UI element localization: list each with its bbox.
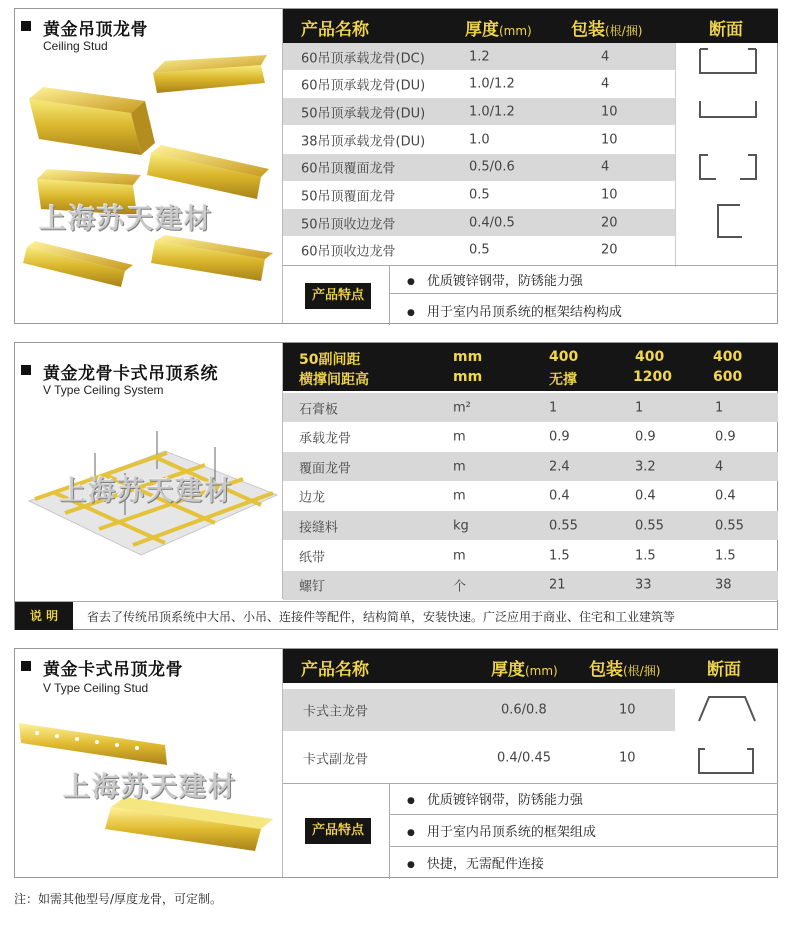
package-value: 10 bbox=[601, 104, 618, 120]
col1-value: 2.4 bbox=[549, 459, 570, 475]
table-row bbox=[283, 393, 778, 422]
package-value: 4 bbox=[601, 49, 610, 64]
table-header bbox=[283, 649, 778, 683]
col2-value: 1.5 bbox=[635, 548, 656, 563]
header-col3: 600 bbox=[713, 369, 743, 385]
thickness-value: 0.4/0.45 bbox=[497, 750, 551, 766]
col2-value: 0.9 bbox=[635, 429, 656, 445]
header-package: 包装(根/捆) bbox=[571, 20, 643, 40]
material-name: 接缝料 bbox=[299, 520, 339, 536]
header-section: 断面 bbox=[707, 660, 741, 680]
note-text: 省去了传统吊顶系统中大吊、小吊、连接件等配件，结构简单，安装快速。广泛应用于商业、住宅和工业建筑等 bbox=[87, 610, 676, 624]
col3-value: 38 bbox=[715, 577, 732, 593]
header-spacing-label: 50副间距 bbox=[299, 352, 361, 368]
col2-value: 3.2 bbox=[635, 459, 656, 475]
header-col2: 1200 bbox=[633, 369, 672, 385]
header-unit: mm bbox=[453, 369, 483, 385]
features-divider bbox=[283, 783, 778, 784]
thickness-value: 0.6/0.8 bbox=[501, 702, 547, 718]
ceiling-system-image-area bbox=[15, 343, 283, 599]
product-name: 60吊顶覆面龙骨 bbox=[301, 161, 396, 177]
header-product-name: 产品名称 bbox=[301, 660, 369, 680]
col2-value: 0.4 bbox=[635, 488, 656, 504]
col1-value: 1 bbox=[549, 400, 558, 415]
col3-value: 1 bbox=[715, 400, 724, 415]
table-row bbox=[283, 126, 675, 153]
feature-item: ● 用于室内吊顶系统的框架组成 bbox=[407, 821, 596, 840]
footnote: 注：如需其他型号/厚度龙骨，可定制。 bbox=[14, 892, 223, 906]
features-label: 产品特点 bbox=[305, 283, 371, 309]
header-section: 断面 bbox=[709, 20, 743, 40]
product-name: 60吊顶承载龙骨(DU) bbox=[301, 78, 426, 94]
table-row bbox=[283, 737, 675, 779]
thickness-value: 0.5/0.6 bbox=[469, 159, 515, 175]
section-subtitle: V Type Ceiling Stud bbox=[43, 681, 149, 695]
feature-item: ● 用于室内吊顶系统的框架结构构成 bbox=[407, 301, 622, 320]
col2-value: 1 bbox=[635, 400, 644, 415]
col3-value: 1.5 bbox=[715, 548, 736, 563]
material-name: 石膏板 bbox=[299, 402, 339, 417]
v-type-ceiling-system-panel bbox=[14, 342, 778, 630]
package-value: 10 bbox=[601, 132, 618, 148]
table-row bbox=[283, 571, 778, 600]
material-name: 承载龙骨 bbox=[299, 431, 352, 447]
v-type-stud-product-image bbox=[15, 649, 283, 879]
product-name: 50吊顶收边龙骨 bbox=[301, 217, 396, 233]
thickness-value: 1.0/1.2 bbox=[469, 104, 515, 120]
material-name: 螺钉 bbox=[299, 579, 326, 595]
section-subtitle: Ceiling Stud bbox=[43, 39, 108, 53]
watermark-text: 上海苏天建材 bbox=[59, 476, 233, 507]
features-row-divider bbox=[389, 846, 778, 847]
section-title: 黄金吊顶龙骨 bbox=[43, 20, 148, 40]
package-value: 20 bbox=[601, 242, 618, 258]
table-row bbox=[283, 182, 675, 209]
v-type-ceiling-stud-panel bbox=[14, 648, 778, 878]
features-label: 产品特点 bbox=[305, 818, 371, 844]
unit-value: 个 bbox=[453, 579, 467, 595]
product-name: 卡式副龙骨 bbox=[303, 752, 369, 768]
col1-value: 0.4 bbox=[549, 488, 570, 504]
table-row bbox=[283, 209, 675, 236]
table-header bbox=[283, 343, 778, 391]
material-name: 边龙 bbox=[299, 490, 326, 506]
thickness-value: 0.5 bbox=[469, 242, 490, 258]
header-brace-label: 横撑间距高 bbox=[299, 372, 369, 388]
ceiling-stud-panel bbox=[14, 8, 778, 324]
header-col1: 400 bbox=[549, 349, 579, 365]
features-row-divider bbox=[389, 814, 778, 815]
unit-value: m bbox=[453, 459, 466, 475]
feature-item: ● 快捷，无需配件连接 bbox=[407, 853, 544, 872]
col1-value: 0.9 bbox=[549, 429, 570, 445]
thickness-value: 1.2 bbox=[469, 49, 490, 64]
material-name: 覆面龙骨 bbox=[299, 461, 352, 477]
package-value: 10 bbox=[619, 750, 636, 766]
features-row-divider bbox=[389, 293, 778, 294]
note-label: 说 明 bbox=[15, 602, 73, 630]
features-divider bbox=[283, 265, 778, 266]
features-label-divider bbox=[389, 783, 390, 879]
table-row bbox=[283, 541, 778, 570]
table-row bbox=[283, 511, 778, 540]
header-unit: mm bbox=[453, 349, 483, 365]
thickness-value: 1.0/1.2 bbox=[469, 76, 515, 92]
thickness-value: 0.5 bbox=[469, 187, 490, 203]
unit-value: kg bbox=[453, 518, 469, 534]
profile-cross-sections bbox=[695, 691, 775, 781]
table-row bbox=[283, 43, 675, 70]
profile-cross-sections bbox=[690, 45, 780, 245]
col1-value: 0.55 bbox=[549, 518, 578, 534]
product-name: 38吊顶承载龙骨(DU) bbox=[301, 134, 426, 150]
table-row bbox=[283, 237, 675, 264]
package-value: 4 bbox=[601, 76, 610, 92]
material-name: 纸带 bbox=[299, 550, 326, 565]
table-row bbox=[283, 423, 778, 452]
thickness-value: 0.4/0.5 bbox=[469, 215, 515, 231]
header-col3: 400 bbox=[713, 349, 743, 365]
product-name: 50吊顶覆面龙骨 bbox=[301, 189, 396, 205]
note-divider bbox=[15, 601, 778, 602]
package-value: 4 bbox=[601, 159, 610, 175]
unit-value: m bbox=[453, 488, 466, 504]
col1-value: 21 bbox=[549, 577, 566, 593]
unit-value: m² bbox=[453, 400, 471, 415]
unit-value: m bbox=[453, 429, 466, 445]
table-row bbox=[283, 452, 778, 481]
gold-stud-products-image bbox=[15, 9, 283, 325]
thickness-value: 1.0 bbox=[469, 132, 490, 148]
table-header bbox=[283, 9, 778, 43]
package-value: 10 bbox=[619, 702, 636, 718]
section-title: 黄金卡式吊顶龙骨 bbox=[43, 660, 183, 680]
col3-value: 0.4 bbox=[715, 488, 736, 504]
header-product-name: 产品名称 bbox=[301, 20, 369, 40]
col1-value: 1.5 bbox=[549, 548, 570, 563]
product-name: 卡式主龙骨 bbox=[303, 704, 369, 720]
feature-item: ● 优质镀锌钢带，防锈能力强 bbox=[407, 270, 583, 289]
col2-value: 33 bbox=[635, 577, 652, 593]
section-title: 黄金龙骨卡式吊顶系统 bbox=[43, 364, 218, 384]
watermark-text: 上海苏天建材 bbox=[63, 772, 237, 803]
table-row bbox=[283, 71, 675, 98]
header-thickness: 厚度(mm) bbox=[465, 20, 532, 40]
unit-value: m bbox=[453, 548, 466, 563]
package-value: 20 bbox=[601, 215, 618, 231]
table-row bbox=[283, 689, 675, 731]
watermark-text: 上海苏天建材 bbox=[39, 204, 213, 235]
product-name: 60吊顶承载龙骨(DC) bbox=[301, 51, 425, 66]
col3-value: 0.55 bbox=[715, 518, 744, 534]
header-col2: 400 bbox=[635, 349, 665, 365]
feature-item: ● 优质镀锌钢带，防锈能力强 bbox=[407, 789, 583, 808]
col2-value: 0.55 bbox=[635, 518, 664, 534]
section-subtitle: V Type Ceiling System bbox=[43, 383, 164, 397]
header-thickness: 厚度(mm) bbox=[491, 660, 558, 680]
features-label-divider bbox=[389, 265, 390, 325]
table-row bbox=[283, 154, 675, 181]
header-package: 包装(根/捆) bbox=[589, 660, 661, 680]
v-type-stud-image-area bbox=[15, 649, 283, 877]
ceiling-stud-image-area bbox=[15, 9, 283, 323]
product-name: 50吊顶承载龙骨(DU) bbox=[301, 106, 426, 122]
col3-value: 4 bbox=[715, 459, 724, 475]
package-value: 10 bbox=[601, 187, 618, 203]
table-row bbox=[283, 98, 675, 125]
table-row bbox=[283, 482, 778, 511]
col3-value: 0.9 bbox=[715, 429, 736, 445]
section-column-divider bbox=[675, 43, 676, 267]
product-name: 60吊顶收边龙骨 bbox=[301, 244, 396, 260]
header-col1: 无撑 bbox=[549, 372, 577, 388]
